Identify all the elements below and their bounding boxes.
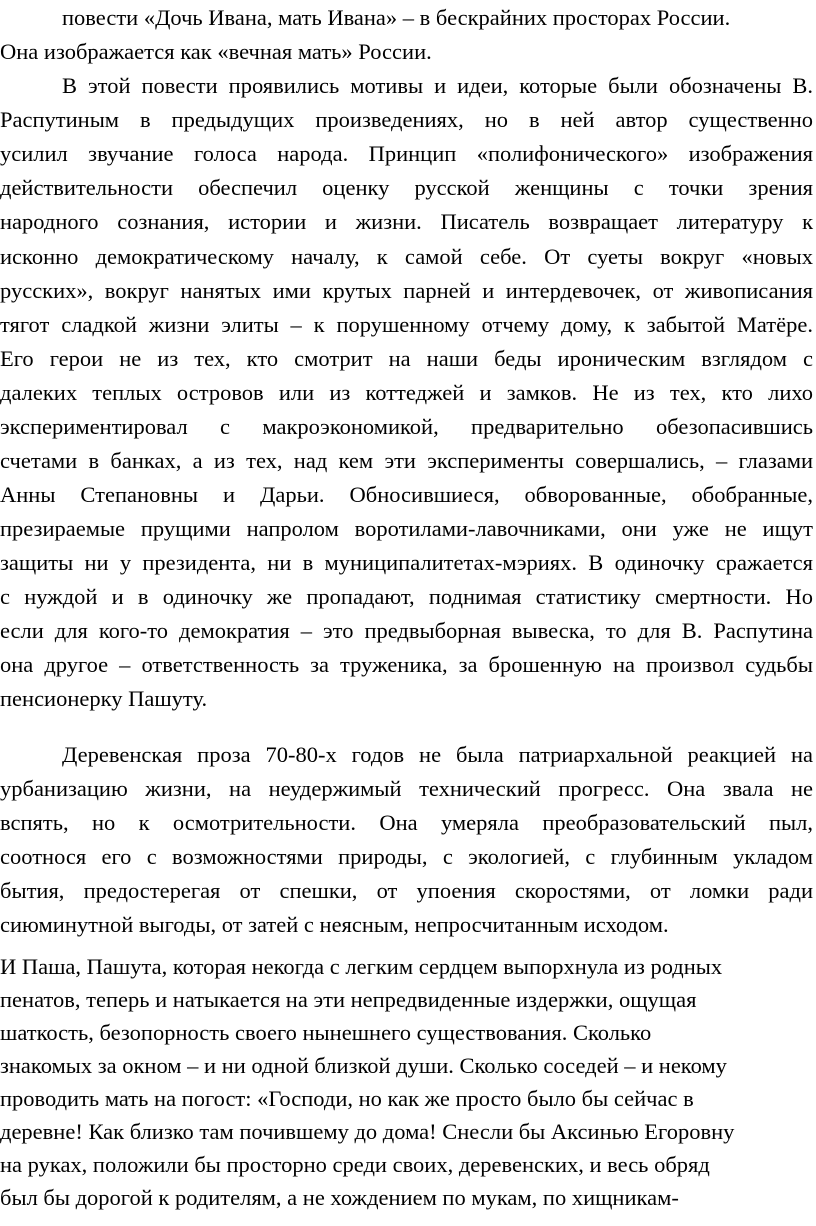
text-line: был бы дорогой к родителям, а не хождением по мукам, по хищникам- xyxy=(0,1185,679,1210)
text-line: Она изображается как «вечная мать» России. xyxy=(0,39,432,64)
text-line: шаткость, безопорность своего нынешнего существования. Сколько xyxy=(0,1020,652,1045)
text-line: знакомых за окном – и ни одной близкой души. Сколько соседей – и некому xyxy=(0,1053,727,1078)
text-line: защиты ни у президента, ни в муниципалитетах-мэриях. В одиночку сражается xyxy=(0,550,813,575)
text-line: она другое – ответственность за труженика, за брошенную на произвол судьбы xyxy=(0,652,813,677)
text-line: презираемые прущими напролом воротилами-лавочниками, они уже не ищут xyxy=(0,516,813,541)
text-line: на руках, положили бы просторно среди своих, деревенских, и весь обряд xyxy=(0,1152,710,1177)
text-line: бытия, предостерегая от спешки, от упоения скоростями, от ломки ради xyxy=(0,878,813,903)
text-line: Его герои не из тех, кто смотрит на наши беды ироническим взглядом с xyxy=(0,346,813,371)
text-line: если для кого-то демократия – это предвыборная вывеска, то для В. Распутина xyxy=(0,618,813,643)
text-line: исконно демократическому началу, к самой себе. От суеты вокруг «новых xyxy=(0,244,813,269)
text-line: счетами в банках, а из тех, над кем эти эксперименты совершались, – глазами xyxy=(0,448,813,473)
text-line: русских», вокруг нанятых ими крутых парней и интердевочек, от живописания xyxy=(0,278,813,303)
text-line: Деревенская проза 70-80-х годов не была патриархальной реакцией на xyxy=(62,742,813,767)
text-line: усилил звучание голоса народа. Принцип «полифонического» изображения xyxy=(0,141,813,166)
text-line: далеких теплых островов или из коттеджей и замков. Не из тех, кто лихо xyxy=(0,380,813,405)
text-line: народного сознания, истории и жизни. Писатель возвращает литературу к xyxy=(0,209,813,234)
text-line: урбанизацию жизни, на неудержимый технический прогресс. Она звала не xyxy=(0,776,813,801)
text-line: сиюминутной выгоды, от затей с неясным, непросчитанным исходом. xyxy=(0,912,669,937)
text-line: тягот сладкой жизни элиты – к порушенному отчему дому, к забытой Матёре. xyxy=(0,312,813,337)
text-line: И Паша, Пашута, которая некогда с легким сердцем выпорхнула из родных xyxy=(0,954,723,979)
text-line: В этой повести проявились мотивы и идеи, которые были обозначены В. xyxy=(62,73,813,98)
text-line: пенсионерку Пашуту. xyxy=(0,686,208,711)
text-line: повести «Дочь Ивана, мать Ивана» – в бескрайних просторах России. xyxy=(62,5,731,30)
text-line: Распутиным в предыдущих произведениях, но в ней автор существенно xyxy=(0,107,813,132)
text-line: пенатов, теперь и натыкается на эти непредвиденные издержки, ощущая xyxy=(0,987,697,1012)
text-line: деревне! Как близко там почившему до дома! Снесли бы Аксинью Егоровну xyxy=(0,1119,735,1144)
text-line: соотнося его с возможностями природы, с экологией, с глубинным укладом xyxy=(0,844,813,869)
text-line: с нуждой и в одиночку же пропадают, поднимая статистику смертности. Но xyxy=(0,584,813,609)
text-line: проводить мать на погост: «Господи, но как же просто было бы сейчас в xyxy=(0,1086,694,1111)
text-line: вспять, но к осмотрительности. Она умеряла преобразовательский пыл, xyxy=(0,810,813,835)
text-line: Анны Степановны и Дарьи. Обносившиеся, обворованные, обобранные, xyxy=(0,482,813,507)
text-line: действительности обеспечил оценку русской женщины с точки зрения xyxy=(0,175,813,200)
text-line: экспериментировал с макроэкономикой, предварительно обезопасившись xyxy=(0,414,813,439)
